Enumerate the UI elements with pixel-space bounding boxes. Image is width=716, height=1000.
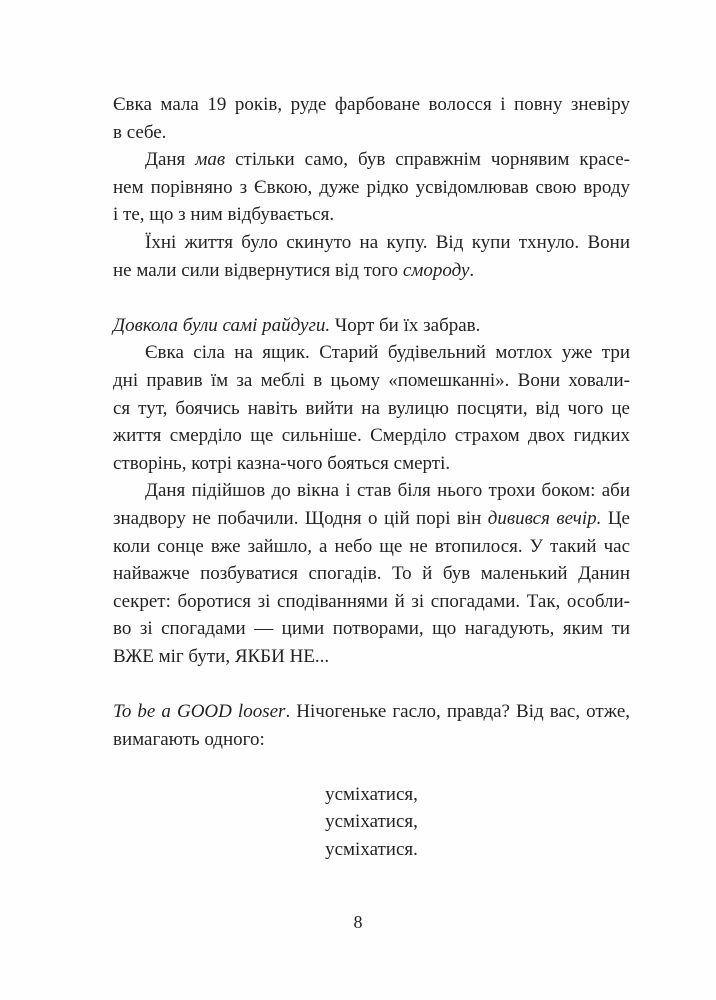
text-segment: Даня bbox=[145, 149, 196, 171]
paragraph bbox=[113, 91, 630, 146]
text-segment: дні правив їм за меблі в цьому «помешканні». Вони ховали- bbox=[113, 369, 630, 391]
text-line bbox=[113, 615, 630, 643]
text-line bbox=[113, 367, 630, 395]
text-line bbox=[113, 588, 630, 616]
text-line bbox=[113, 201, 630, 229]
text-segment: секрет: боротися зі сподіваннями й зі спогадами. Так, особли- bbox=[113, 590, 630, 612]
text-segment: усміхатися, bbox=[325, 783, 418, 805]
text-line bbox=[113, 395, 630, 423]
centered-verse bbox=[113, 781, 630, 864]
text-line bbox=[113, 808, 630, 836]
text-line bbox=[113, 119, 630, 147]
text-segment: ВЖЕ міг бути, ЯКБИ НЕ... bbox=[113, 645, 330, 667]
italic-text: смороду bbox=[402, 259, 470, 281]
paragraph bbox=[113, 698, 630, 753]
italic-text: дивився вечір. bbox=[487, 507, 602, 529]
text-segment: Це bbox=[601, 507, 630, 529]
text-segment: вимагають одного: bbox=[113, 728, 265, 750]
text-segment: коли сонце вже зайшло, а небо ще не втопилося. У такий час bbox=[113, 535, 630, 557]
text-segment: найважче позбуватися спогадів. То й був маленький Данин bbox=[113, 563, 630, 585]
italic-text: Довкола були самі райдуги. bbox=[113, 314, 331, 336]
text-segment: Їхні життя було скинуто на купу. Від купи тхнуло. Вони bbox=[145, 231, 630, 253]
paragraph bbox=[113, 146, 630, 229]
text-segment: . Нічогеньке гасло, правда? Від вас, отже, bbox=[285, 701, 630, 723]
text-line bbox=[113, 533, 630, 561]
text-line bbox=[113, 781, 630, 809]
text-segment: життя смерділо ще сильніше. Смерділо страхом двох гидких bbox=[113, 425, 630, 447]
paragraph bbox=[113, 312, 630, 340]
text-line bbox=[113, 91, 630, 119]
text-segment: стільки само, був справжнім чорнявим красе- bbox=[225, 149, 630, 171]
text-segment: усміхатися. bbox=[325, 839, 418, 861]
section-break bbox=[113, 284, 630, 312]
body-text bbox=[113, 91, 630, 864]
text-segment: Даня підійшов до вікна і став біля нього трохи боком: аби bbox=[145, 480, 630, 502]
text-segment: Євка мала 19 років, руде фарбоване волосся і повну зневіру bbox=[113, 94, 630, 115]
text-line bbox=[113, 643, 630, 671]
text-line bbox=[113, 726, 630, 754]
text-line bbox=[113, 229, 630, 257]
text-line bbox=[113, 560, 630, 588]
text-line bbox=[113, 339, 630, 367]
page-number: 8 bbox=[353, 912, 363, 932]
italic-text: To be a GOOD looser bbox=[113, 701, 286, 723]
section-break bbox=[113, 670, 630, 698]
text-line bbox=[113, 174, 630, 202]
text-segment: усміхатися, bbox=[325, 811, 418, 833]
text-segment: во зі спогадами — цими потворами, що нагадують, яким ти bbox=[113, 618, 630, 640]
text-segment: . bbox=[469, 259, 475, 281]
text-line bbox=[113, 422, 630, 450]
text-line bbox=[113, 505, 630, 533]
paragraph bbox=[113, 229, 630, 284]
text-line bbox=[113, 477, 630, 505]
paragraph bbox=[113, 339, 630, 477]
text-segment: Чорт би їх забрав. bbox=[330, 314, 481, 336]
text-segment: Євка сіла на ящик. Старий будівельний мотлох уже три bbox=[145, 342, 630, 364]
italic-text: мав bbox=[195, 149, 226, 171]
text-segment: знадвору не побачили. Щодня о цій порі він bbox=[113, 507, 488, 529]
text-line bbox=[113, 698, 630, 726]
paragraph bbox=[113, 477, 630, 670]
text-segment: і те, що з ним відбувається. bbox=[113, 204, 335, 226]
text-line bbox=[113, 146, 630, 174]
text-line bbox=[113, 257, 630, 285]
text-segment: створінь, котрі казна-чого бояться смерті. bbox=[113, 452, 451, 474]
text-segment: нем порівняно з Євкою, дуже рідко усвідомлював свою вроду bbox=[113, 176, 630, 198]
text-line bbox=[113, 450, 630, 478]
text-line bbox=[113, 836, 630, 864]
section-break bbox=[113, 753, 630, 781]
text-segment: не мали сили відвернутися від того bbox=[113, 259, 403, 281]
text-segment: ся тут, боячись навіть вийти на вулицю посцяти, від чого це bbox=[113, 397, 630, 419]
text-segment: в себе. bbox=[113, 121, 167, 143]
text-line bbox=[113, 312, 630, 340]
